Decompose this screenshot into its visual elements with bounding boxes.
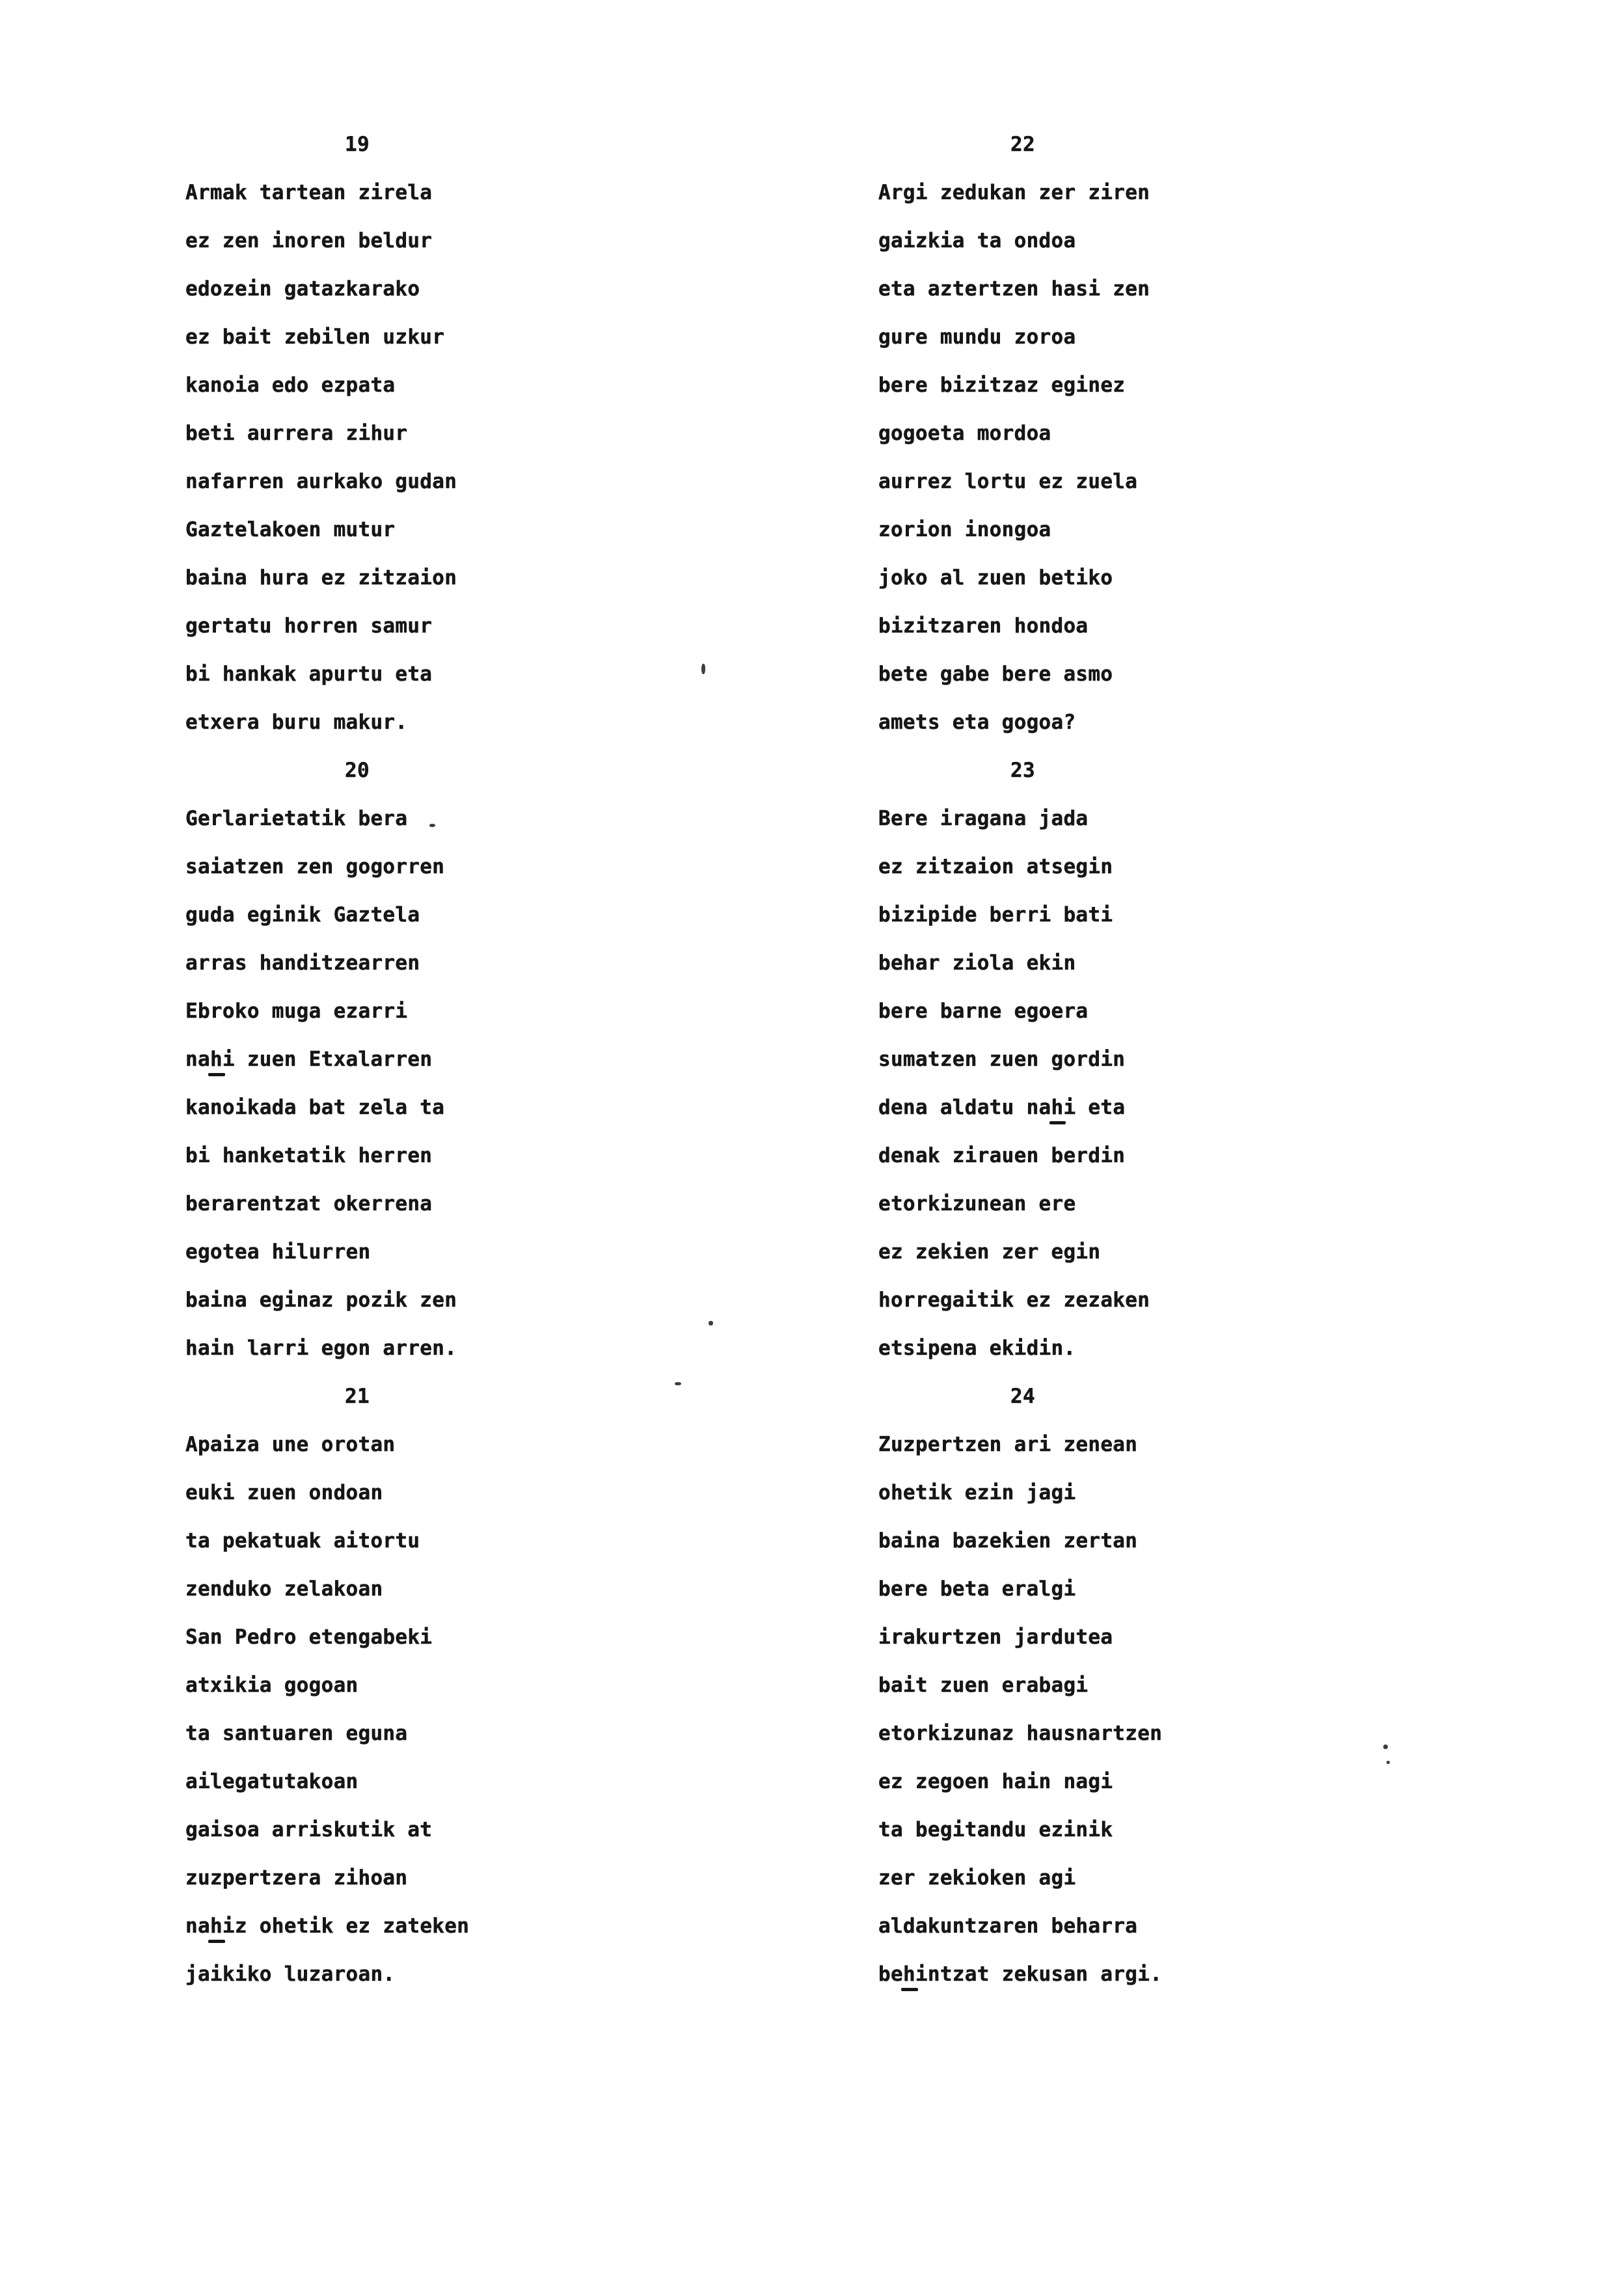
poem-line: ta pekatuak aitortu (185, 1529, 420, 1553)
poem-line: bizitzaren hondoa (878, 614, 1089, 638)
poem-line: atxikia gogoan (185, 1674, 359, 1697)
poem-line: ez zegoen hain nagi (878, 1770, 1113, 1793)
stanza-number: 21 (345, 1385, 370, 1408)
poem-line: baina bazekien zertan (878, 1529, 1138, 1553)
poem-line: kanoikada bat zela ta (185, 1096, 445, 1119)
poem-line: ez zitzaion atsegin (878, 855, 1113, 878)
underlined-char: h (210, 1902, 223, 1950)
poem-line: San Pedro etengabeki (185, 1625, 433, 1649)
scan-speck (709, 1321, 713, 1325)
poem-line: bizipide berri bati (878, 903, 1113, 927)
poem-line: ailegatutakoan (185, 1770, 359, 1793)
poem-line: zer zekioken agi (878, 1866, 1076, 1890)
scan-speck (1387, 1761, 1390, 1764)
stanza-number: 20 (345, 759, 370, 782)
poem-column-right (878, 120, 1162, 1998)
poem-line: bait zuen erabagi (878, 1674, 1089, 1697)
poem-line: aldakuntzaren beharra (878, 1914, 1138, 1938)
poem-line: dena aldatu nahi eta (878, 1083, 1162, 1132)
stanza-number: 23 (1010, 759, 1035, 782)
poem-line: sumatzen zuen gordin (878, 1048, 1126, 1071)
poem-line: joko al zuen betiko (878, 566, 1113, 590)
poem-line: ta begitandu ezinik (878, 1818, 1113, 1841)
poem-line: amets eta gogoa? (878, 711, 1076, 734)
poem-line: baina eginaz pozik zen (185, 1288, 457, 1312)
poem-line: ohetik ezin jagi (878, 1481, 1076, 1504)
poem-line: gure mundu zoroa (878, 325, 1076, 349)
poem-line: Apaiza une orotan (185, 1433, 396, 1456)
poem-line: gertatu horren samur (185, 614, 433, 638)
poem-line: guda eginik Gaztela (185, 903, 420, 927)
poem-line: ez zen inoren beldur (185, 229, 433, 252)
poem-line: etxera buru makur. (185, 711, 408, 734)
poem-line: bete gabe bere asmo (878, 662, 1113, 686)
poem-line: edozein gatazkarako (185, 277, 420, 301)
poem-line: zenduko zelakoan (185, 1577, 383, 1601)
poem-line: nahiz ohetik ez zateken (185, 1902, 469, 1950)
poem-line: ez zekien zer egin (878, 1240, 1101, 1264)
poem-line: bi hanketatik herren (185, 1144, 433, 1167)
stanza-number: 19 (345, 133, 370, 156)
poem-line: ta santuaren eguna (185, 1722, 408, 1745)
poem-line: egotea hilurren (185, 1240, 371, 1264)
poem-line: kanoia edo ezpata (185, 374, 396, 397)
poem-line: bere beta eralgi (878, 1577, 1076, 1601)
poem-line: eta aztertzen hasi zen (878, 277, 1150, 301)
underlined-char: h (903, 1950, 915, 1998)
poem-line: Ebroko muga ezarri (185, 999, 408, 1023)
poem-line: berarentzat okerrena (185, 1192, 433, 1216)
poem-line: saiatzen zen gogorren (185, 855, 445, 878)
poem-line: Gerlarietatik bera (185, 807, 408, 830)
poem-line: aurrez lortu ez zuela (878, 470, 1138, 493)
poem-line: euki zuen ondoan (185, 1481, 383, 1504)
poem-line: arras handitzearren (185, 951, 420, 975)
poem-line: baina hura ez zitzaion (185, 566, 457, 590)
poem-line: denak zirauen berdin (878, 1144, 1126, 1167)
poem-line: ez bait zebilen uzkur (185, 325, 445, 349)
poem-line: bere bizitzaz eginez (878, 374, 1126, 397)
underlined-char: h (210, 1035, 223, 1083)
poem-line: etorkizunean ere (878, 1192, 1076, 1216)
poem-line: behintzat zekusan argi. (878, 1950, 1162, 1998)
poem-column-left (185, 120, 469, 1998)
poem-line: behar ziola ekin (878, 951, 1076, 975)
underlined-char: h (1051, 1083, 1064, 1132)
poem-line: etsipena ekidin. (878, 1337, 1076, 1360)
poem-line: Armak tartean zirela (185, 181, 433, 204)
poem-line: zorion inongoa (878, 518, 1051, 541)
poem-line: hain larri egon arren. (185, 1337, 457, 1360)
poem-line: Argi zedukan zer ziren (878, 181, 1150, 204)
stanza-number: 24 (1010, 1385, 1035, 1408)
poem-line: zuzpertzera zihoan (185, 1866, 408, 1890)
poem-line: gaisoa arriskutik at (185, 1818, 433, 1841)
poem-line: gogoeta mordoa (878, 422, 1051, 445)
poem-line: etorkizunaz hausnartzen (878, 1722, 1163, 1745)
scan-speck (429, 824, 435, 827)
poem-line: nafarren aurkako gudan (185, 470, 457, 493)
poem-line: gaizkia ta ondoa (878, 229, 1076, 252)
poem-line: bere barne egoera (878, 999, 1089, 1023)
poem-line: jaikiko luzaroan. (185, 1963, 396, 1986)
poem-line: beti aurrera zihur (185, 422, 408, 445)
scan-speck (1383, 1745, 1388, 1749)
poem-line: Zuzpertzen ari zenean (878, 1433, 1138, 1456)
scan-speck (701, 664, 705, 674)
stanza-number: 22 (1010, 133, 1035, 156)
poem-line: Bere iragana jada (878, 807, 1089, 830)
poem-line: bi hankak apurtu eta (185, 662, 433, 686)
poem-line: Gaztelakoen mutur (185, 518, 396, 541)
poem-line: irakurtzen jardutea (878, 1625, 1113, 1649)
scan-speck (675, 1382, 681, 1385)
poem-line: horregaitik ez zezaken (878, 1288, 1150, 1312)
poem-line: nahi zuen Etxalarren (185, 1035, 469, 1083)
